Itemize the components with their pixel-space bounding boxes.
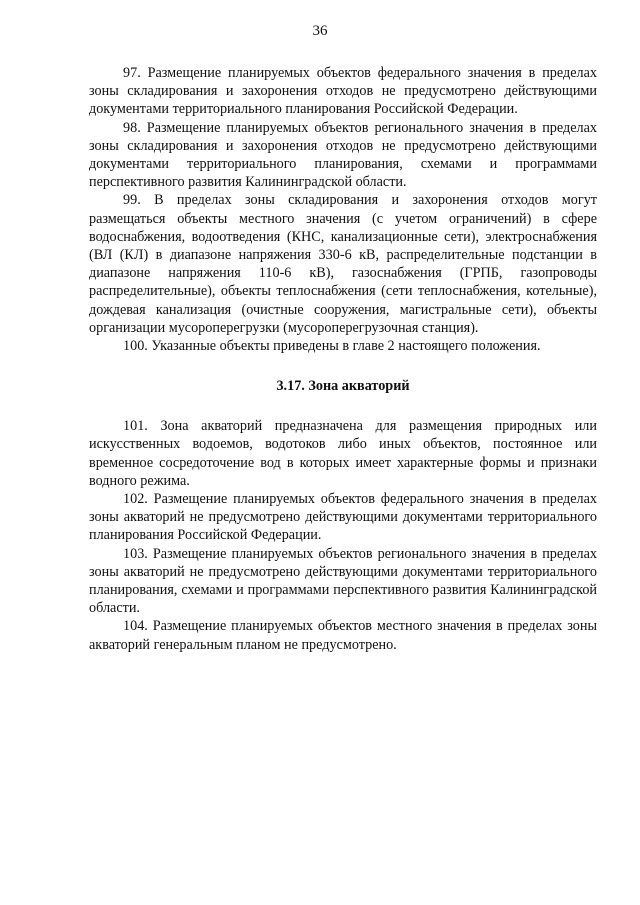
paragraph-104: 104. Размещение планируемых объектов местного значения в пределах зоны акваторий генеральным планом не предусмотрено. — [89, 618, 597, 653]
section-title: 3.17. Зона акваторий — [276, 378, 410, 395]
paragraph-97: 97. Размещение планируемых объектов федерального значения в пределах зоны складирования и захоронения отходов не предусмотрено действующими документами территориального планирования Российской Федерации. — [89, 65, 597, 118]
paragraph-101: 101. Зона акваторий предназначена для размещения природных или искусственных водоемов, водотоков либо иных объектов, постоянное или временное сосредоточение вод в которых имеет характерные формы и признаки водного режима. — [89, 418, 597, 489]
document-body — [89, 64, 597, 654]
paragraph-99: 99. В пределах зоны складирования и захоронения отходов могут размещаться объекты местного значения (с учетом ограничений) в сфере водоснабжения, водоотведения (КНС, канализационные сети), электроснабжения (ВЛ (КЛ) в диапазоне напряжения 330-6 кВ, распределительные подстанции в диапазоне напряжения 110-6 кВ), газоснабжения (ГРПБ, газопроводы распределительные), объекты теплоснабжения (сети теплоснабжения, котельные), дождевая канализация (очистные сооружения, магистральные сети), объекты организации мусороперегрузки (мусороперегрузочная станция). — [89, 192, 597, 336]
paragraph-103: 103. Размещение планируемых объектов регионального значения в пределах зоны акваторий не предусмотрено действующими документами территориального планирования, схемами и программами перспективного развития Калининградской области. — [89, 545, 597, 617]
paragraph-102: 102. Размещение планируемых объектов федерального значения в пределах зоны акваторий не предусмотрено действующими документами территориального планирования Российской Федерации. — [89, 491, 597, 544]
paragraph-100: 100. Указанные объекты приведены в главе 2 настоящего положения. — [123, 338, 541, 355]
paragraph-98: 98. Размещение планируемых объектов регионального значения в пределах зоны складирования и захоронения отходов не предусмотрено действующими документами территориального планирования, схемами и программами перспективного развития Калининградской области. — [89, 119, 597, 191]
page-number: 36 — [312, 23, 328, 39]
